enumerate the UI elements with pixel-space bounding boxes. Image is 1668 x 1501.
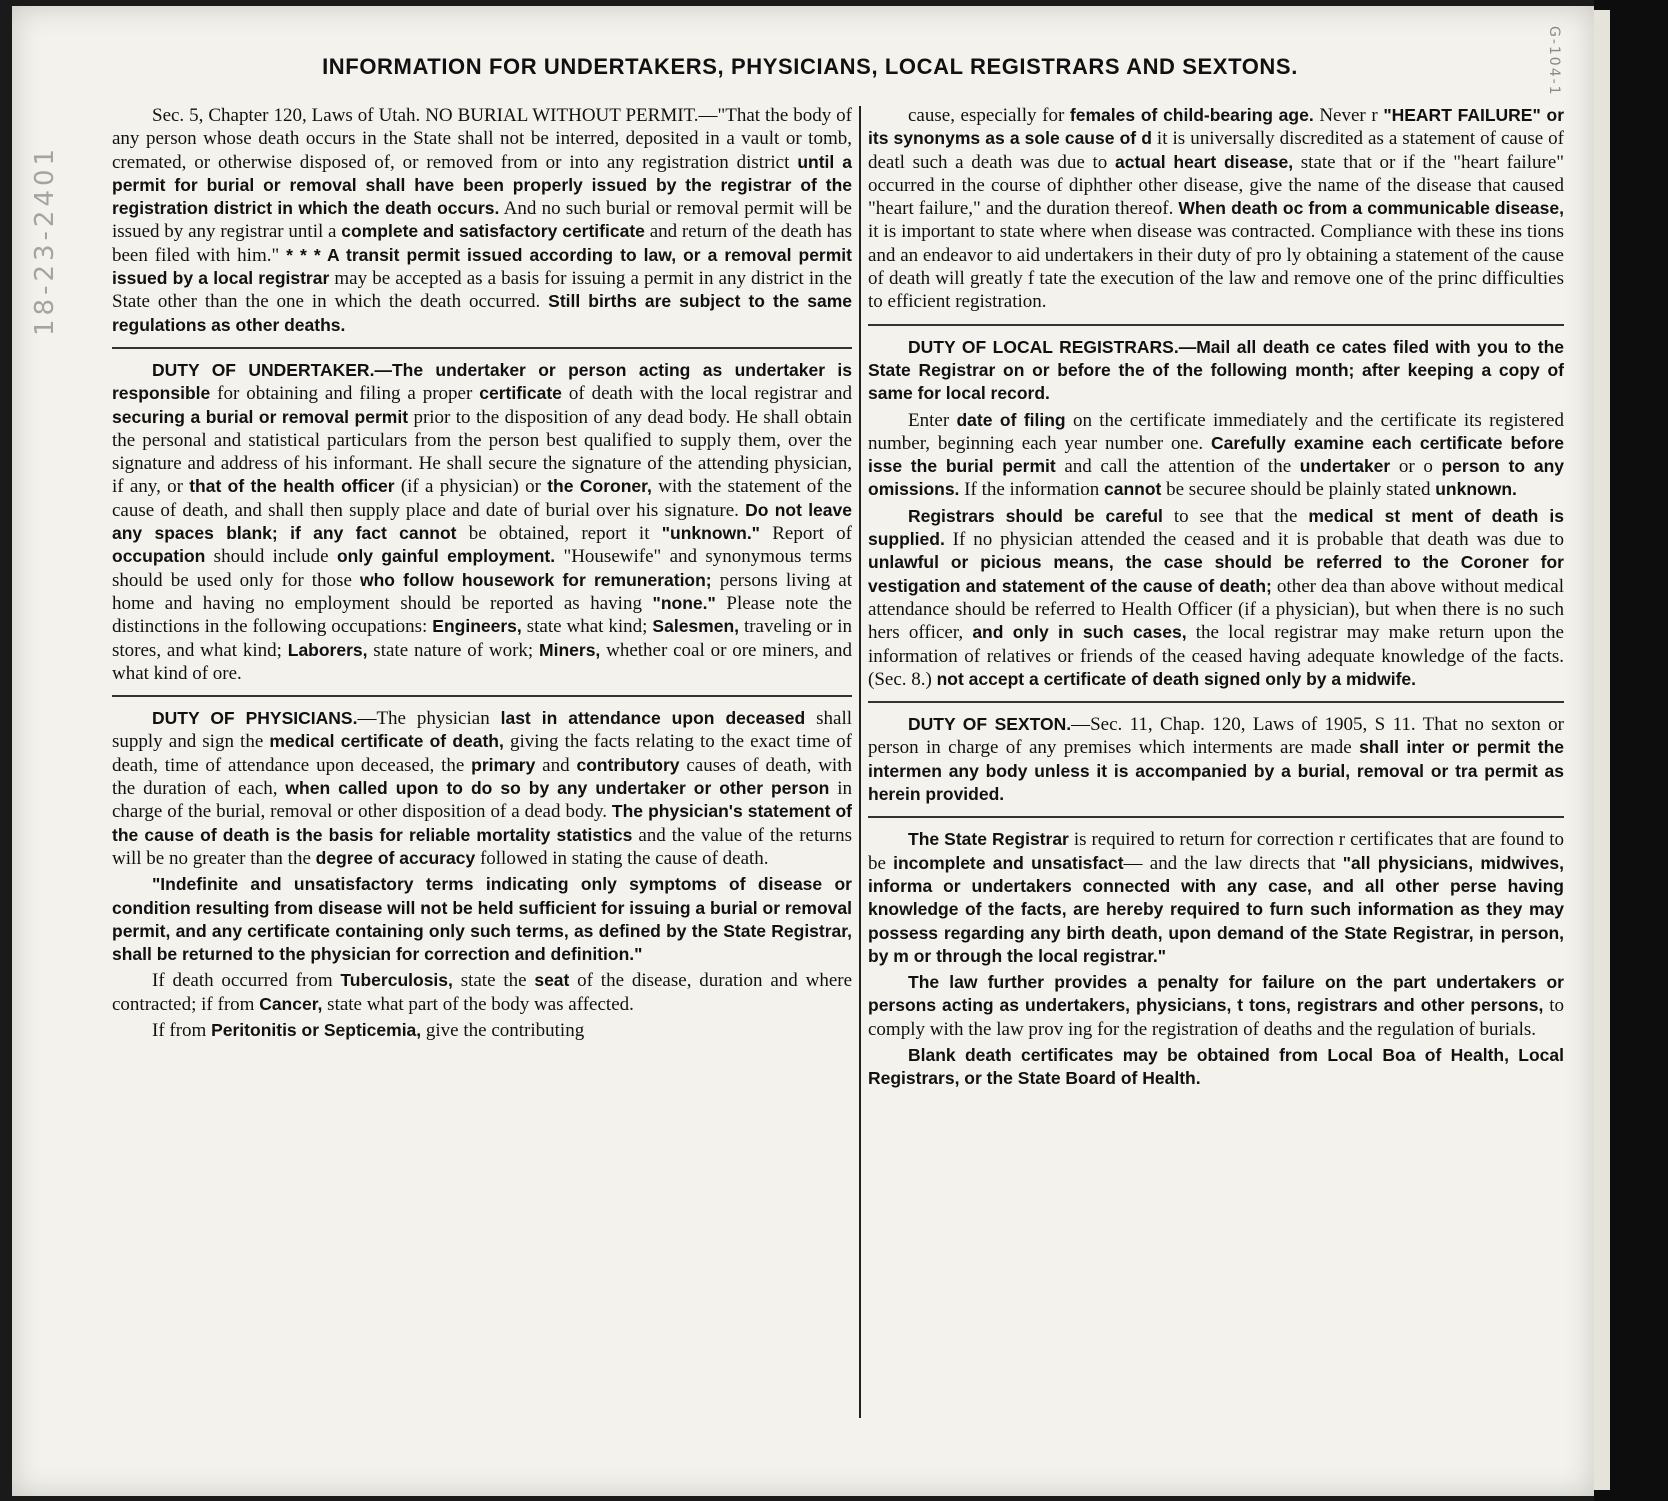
paragraph (868, 409, 1564, 502)
text-run: is required to return for correction r certificates that are found to be (868, 829, 1565, 874)
text-run: — and the law directs that (1123, 852, 1343, 874)
bold-run: Cancer, (259, 993, 323, 1014)
text-run: If no physician attended the ceased and it is probable that death was due to (944, 529, 1564, 551)
bold-run: unknown. (1435, 479, 1517, 500)
section-rule (112, 347, 852, 349)
bold-run: securing a burial or removal permit (112, 406, 409, 427)
bold-run: When death oc from a communicable disease, (1178, 198, 1564, 219)
text-run: prior to the disposition of any dead body. He shall obtain the personal and statistical particulars from the person best qualified to supply them, over the signature and address of his informant. He shall secure the signature of the attending physician, if any, or (112, 406, 853, 498)
bold-run: who follow housework for remuneration; (359, 569, 712, 590)
text-run: state what part of the body was affected. (322, 993, 634, 1015)
paragraph (868, 828, 1564, 968)
text-run: or o (1390, 456, 1442, 478)
paragraph (112, 1019, 852, 1042)
text-run: If from (152, 1019, 212, 1041)
text-run: give the contributing (421, 1019, 585, 1041)
bold-run: "Indefinite and unsatisfactory terms indicating only symptoms of disease or condition resulting from disease will not be held sufficient for issuing a burial or removal permit, and any certificate containing only such terms, as defined by the State Registrar, shall be returned to the physician for correction and definition." (112, 874, 852, 965)
section-no-burial (112, 104, 852, 337)
text-run: If death occurred from (152, 970, 341, 992)
bold-run: only gainful employment. (336, 546, 556, 567)
bold-run: that of the health officer (189, 476, 395, 497)
text-run: of the disease, duration and where contracted; if from (112, 970, 853, 1015)
text-run: cause, especially for (908, 105, 1070, 126)
bold-run: certificate (479, 383, 562, 404)
bold-run: Do not leave any spaces blank; if any fact cannot (112, 499, 852, 544)
text-run: on the certificate immediately and the certificate its registered number, beginning each year number one. (868, 409, 1564, 454)
bold-run: complete and satisfactory certificate (341, 221, 645, 242)
bold-run: Engineers, (432, 616, 522, 637)
text-run: for obtaining and filing a proper (210, 383, 480, 405)
bold-run: Miners, (539, 639, 601, 660)
bold-run: Salesmen, (652, 616, 739, 637)
bold-run: Peritonitis or Septicemia, (211, 1019, 422, 1040)
text-run: and call the attention of the (1055, 456, 1300, 478)
bold-run: cannot (1104, 479, 1162, 500)
text-run: Please note the distinctions in the following occupations: (112, 592, 852, 638)
text-run: Sec. 5, Chapter 120, Laws of Utah. NO BURIAL WITHOUT PERMIT.—"That the body of any person whose death occurs in the State shall not be interred, deposited in a vault or tomb, cremated, or otherwise disposed of, or removed from or into any registration district (112, 105, 852, 173)
paragraph (112, 707, 852, 870)
text-run: Report of (759, 523, 853, 545)
text-run: And no such burial or removal permit will be issued by any registrar until a (112, 198, 852, 243)
section-duty-sexton (868, 713, 1564, 806)
text-run: —Sec. 11, Chap. 120, Laws of 1905, S 11. That no sexton or person in charge of any premises which interments are made (868, 714, 1564, 759)
bold-run: —Mail all death ce cates filed with you to the State Registrar on or before the of the following month; after keeping a copy of same for local record. (868, 336, 1564, 404)
bold-run: The law further provides a penalty for failure on the part (908, 972, 1427, 993)
bold-run: and only in such cases, (972, 622, 1187, 643)
bold-run: until a permit for burial or removal shall have been properly issued by the registrar of the registration district in which the death occurs. (112, 151, 852, 219)
section-rule (868, 324, 1564, 326)
bold-run: not accept a certificate of death signed only by a midwife. (936, 668, 1417, 689)
left-column (112, 104, 852, 1045)
bold-run: Blank death certificates may be obtained from Local Boa of Health, Local Registrars, or the State Board of Health. (868, 1044, 1564, 1089)
bold-run: degree of accuracy (315, 847, 476, 868)
paragraph (868, 336, 1564, 406)
corner-stamp-note: G-104-1 (1546, 26, 1562, 97)
text-run: of death with the local registrar and (561, 383, 852, 405)
text-run: may be accepted as a basis for issuing a permit in any district in the State other than the one in which the death occurred. (112, 268, 852, 313)
page-edge-strip (1594, 10, 1610, 1490)
paragraph (112, 359, 852, 685)
text-run: it is important to state where when disease was contracted. Compliance with these ins tions and an endeavor to aid undertakers in their duty of pro ly obtaining a statement of the cause of death will greatly f tate the execution of the law and remove one of the princ difficulties to efficient registration. (868, 221, 1564, 313)
bold-run: last in attendance upon deceased (500, 708, 806, 729)
paragraph (868, 971, 1564, 1041)
section-physicians-cont (868, 104, 1564, 314)
bold-run: incomplete and unsatisfact (893, 852, 1124, 873)
paragraph (868, 713, 1564, 806)
text-run: other dea than above without medical attendance should be referred to Health Officer (if a physician), but when there is no such hers officer, (868, 575, 1564, 644)
bold-run: seat (534, 970, 570, 991)
right-column (868, 104, 1564, 1094)
text-run: state that or if the "heart failure" occurred in the course of diphther other disease, give the name of the disease that caused "heart failure," and the duration thereof. (868, 151, 1565, 220)
bold-run: Carefully examine each certificate before isse the burial permit (868, 432, 1564, 477)
bold-run: primary (471, 754, 536, 775)
bold-run: contributory (576, 754, 680, 775)
bold-run: The State Registrar (908, 829, 1069, 850)
text-run: to comply with the law prov ing for the registration of deaths and the regulation of burials. (868, 995, 1565, 1040)
bold-run: date of filing (956, 409, 1066, 430)
text-run: (if a physician) or (394, 476, 548, 498)
section-duty-registrars (868, 336, 1564, 691)
bold-run: medical st ment of death is supplied. (868, 505, 1564, 550)
text-run: with the statement of the cause of death, and shall then supply place and date of burial over his signature. (112, 476, 852, 521)
paragraph (868, 505, 1564, 691)
bold-run: "none." (652, 592, 716, 613)
bold-run: when called upon to do so by any undertaker or other person (285, 778, 830, 799)
bold-run: the Coroner, (547, 476, 652, 497)
column-divider (859, 106, 861, 1418)
text-run: Enter (908, 409, 957, 431)
bold-run: Registrars should be careful (908, 505, 1163, 526)
bold-run: —The undertaker or person acting as undertaker is responsible (112, 359, 852, 404)
bold-run: DUTY OF LOCAL REGISTRARS. (908, 336, 1179, 357)
text-run: "Housewife" and synonymous terms should be used only for those (112, 546, 852, 591)
text-run (1426, 972, 1436, 993)
text-run: followed in stating the cause of death. (475, 847, 769, 869)
text-run: and return of the death has been filed with him." (112, 221, 852, 266)
bold-run: actual heart disease, (1115, 151, 1294, 172)
bold-run: DUTY OF PHYSICIANS. (152, 708, 358, 729)
text-run: state what kind; (521, 616, 653, 638)
bold-run: unlawful or picious means, the case should be referred to the Coroner for vestigation and statement of the cause of death; (868, 552, 1564, 596)
text-run: giving the facts relating to the exact time of death, time of attendance upon deceased, the (112, 731, 852, 776)
bold-run: * * * A transit permit issued according to law, or a removal permit issued by a local registrar (112, 244, 852, 289)
text-run: causes of death, with the duration of each, (112, 754, 852, 800)
text-run: in charge of the burial, removal or other disposition of a dead body. (112, 778, 852, 823)
paragraph (112, 104, 852, 337)
text-run: be obtained, report it (456, 523, 662, 545)
bold-run: Tuberculosis, (340, 970, 453, 991)
bold-run: Still births are subject to the same regulations as other deaths. (112, 291, 852, 335)
text-run: whether coal or ore miners, and what kind of ore. (112, 639, 852, 684)
text-run: the local registrar may make return upon the information of relatives or friends of the ceased having adequate knowledge of the facts. (Sec. 8.) (868, 622, 1564, 690)
text-run: it is universally discredited as a statement of cause of deatl such a death was due to (868, 128, 1564, 173)
paragraph (112, 873, 852, 966)
section-rule (868, 701, 1564, 703)
section-rule (112, 695, 852, 697)
text-run: —The physician (357, 708, 501, 730)
section-state-registrar (868, 828, 1564, 1090)
paragraph (868, 1044, 1564, 1091)
page-title: INFORMATION FOR UNDERTAKERS, PHYSICIANS, LOCAL REGISTRARS AND SEXTONS. (322, 54, 1298, 79)
handwritten-margin-note: 18-23-2401 (30, 144, 60, 336)
bold-run: "all physicians, midwives, informa or undertakers connected with any case, and all other perse having knowledge of the facts, are hereby required to furn such information as they may possess regarding any birth death, upon demand of the State Registrar, in person, by m or through the local registrar." (868, 852, 1565, 966)
bold-run: The physician's statement of the cause of death is the basis for reliable mortality statistics (112, 801, 852, 845)
section-duty-undertaker (112, 359, 852, 685)
text-run: should include (205, 546, 337, 568)
text-run: be securee should be plainly stated (1161, 479, 1436, 501)
section-rule (868, 816, 1564, 818)
text-run: and (535, 754, 577, 776)
paragraph (112, 969, 852, 1016)
bold-run: "unknown." (661, 523, 760, 544)
section-duty-physicians (112, 707, 852, 1042)
text-run: Never r (1313, 105, 1384, 126)
bold-run: person to any omissions. (868, 456, 1565, 500)
text-run: to see that the (1162, 505, 1309, 527)
bold-run: medical certificate of death, (269, 731, 504, 752)
bold-run: shall inter or permit the intermen any body unless it is accompanied by a burial, removal or tra permit as herein provided. (868, 737, 1564, 805)
text-run: shall supply and sign the (112, 708, 853, 753)
text-run: traveling or in stores, and what kind; (112, 616, 852, 661)
text-run: state nature of work; (367, 639, 540, 661)
bold-run: undertaker (1299, 456, 1391, 477)
bold-run: "HEART FAILURE" or its synonyms as a sole cause of d (868, 105, 1565, 149)
bold-run: DUTY OF SEXTON. (908, 714, 1072, 735)
bold-run: DUTY OF UNDERTAKER. (152, 359, 375, 380)
bold-run: occupation (112, 546, 206, 567)
bold-run: Laborers, (287, 639, 368, 660)
text-run: persons living at home and having no employment should be reported as having (112, 569, 852, 614)
text-run: If the information (959, 479, 1104, 501)
text-run: state the (452, 970, 535, 992)
scan-right-edge (1594, 0, 1668, 1501)
bold-run: undertakers or persons acting as undertakers, physicians, t tons, registrars and other persons, (868, 972, 1564, 1016)
bold-run: females of child-bearing age. (1069, 105, 1314, 125)
text-run: and the value of the returns will be no greater than the (112, 824, 852, 869)
paragraph (868, 104, 1564, 314)
